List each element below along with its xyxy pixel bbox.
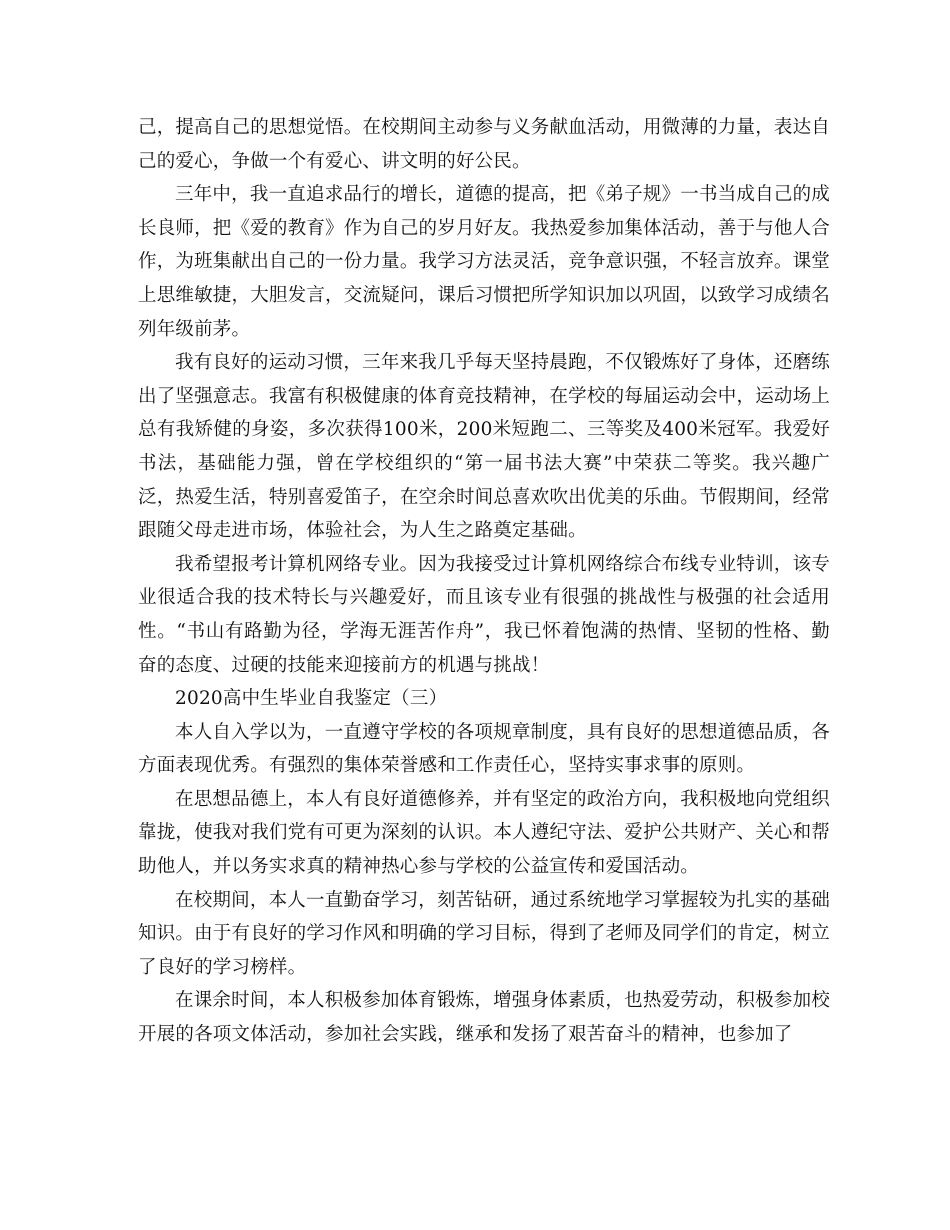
paragraph-extracurricular: 在课余时间，本人积极参加体育锻炼，增强身体素质，也热爱劳动，积极参加校开展的各项文体活动，参加社会实践，继承和发扬了艰苦奋斗的精神，也参加了 [138,990,830,1046]
document-body [138,111,830,1052]
paragraph-moral-character: 在思想品德上，本人有良好道德修养，并有坚定的政治方向，我积极地向党组织靠拢，使我对我们党有可更为深刻的认识。本人遵纪守法、爱护公共财产、关心和帮助他人，并以务实求真的精神热心参与学校的公益宣传和爱国活动。 [138,788,830,878]
section-heading: 2020高中生毕业自我鉴定（三） [175,688,448,710]
paragraph-continuation: 己，提高自己的思想觉悟。在校期间主动参与义务献血活动，用微薄的力量，表达自己的爱心，争做一个有爱心、讲文明的好公民。 [138,117,830,172]
paragraph-career-goal: 我希望报考计算机网络专业。因为我接受过计算机网络综合布线专业特训，该专业很适合我的技术特长与兴趣爱好，而且该专业有很强的挑战性与极强的社会适用性。“书山有路勤为径，学海无涯苦作舟”，我已怀着饱满的热情、坚韧的性格、勤奋的态度、过硬的技能来迎接前方的机遇与挑战！ [138,553,830,676]
paragraph-overview: 本人自入学以为，一直遵守学校的各项规章制度，具有良好的思想道德品质，各方面表现优秀。有强烈的集体荣誉感和工作责任心，坚持实事求事的原则。 [138,721,830,777]
paragraph-character-growth: 三年中，我一直追求品行的增长，道德的提高，把《弟子规》一书当成自己的成长良师，把《爱的教育》作为自己的岁月好友。我热爱参加集体活动，善于与他人合作，为班集献出自己的一份力量。我学习方法灵活，竞争意识强，不轻言放弃。课堂上思维敏捷，大胆发言，交流疑问，课后习惯把所学知识加以巩固，以致学习成绩名列年级前茅。 [138,184,830,340]
paragraph-sports-hobbies: 我有良好的运动习惯，三年来我几乎每天坚持晨跑，不仅锻炼好了身体，还磨练出了坚强意志。我富有积极健康的体育竞技精神，在学校的每届运动会中，运动场上总有我矫健的身姿，多次获得100米，200米短跑二、三等奖及400米冠军。我爱好书法，基础能力强，曾在学校组织的“第一届书法大赛”中荣获二等奖。我兴趣广泛，热爱生活，特别喜爱笛子，在空余时间总喜欢吹出优美的乐曲。节假期间，经常跟随父母走进市场，体验社会，为人生之路奠定基础。 [138,352,830,542]
paragraph-study: 在校期间，本人一直勤奋学习，刻苦钻研，通过系统地学习掌握较为扎实的基础知识。由于有良好的学习作风和明确的学习目标，得到了老师及同学们的肯定，树立了良好的学习榜样。 [138,889,830,978]
